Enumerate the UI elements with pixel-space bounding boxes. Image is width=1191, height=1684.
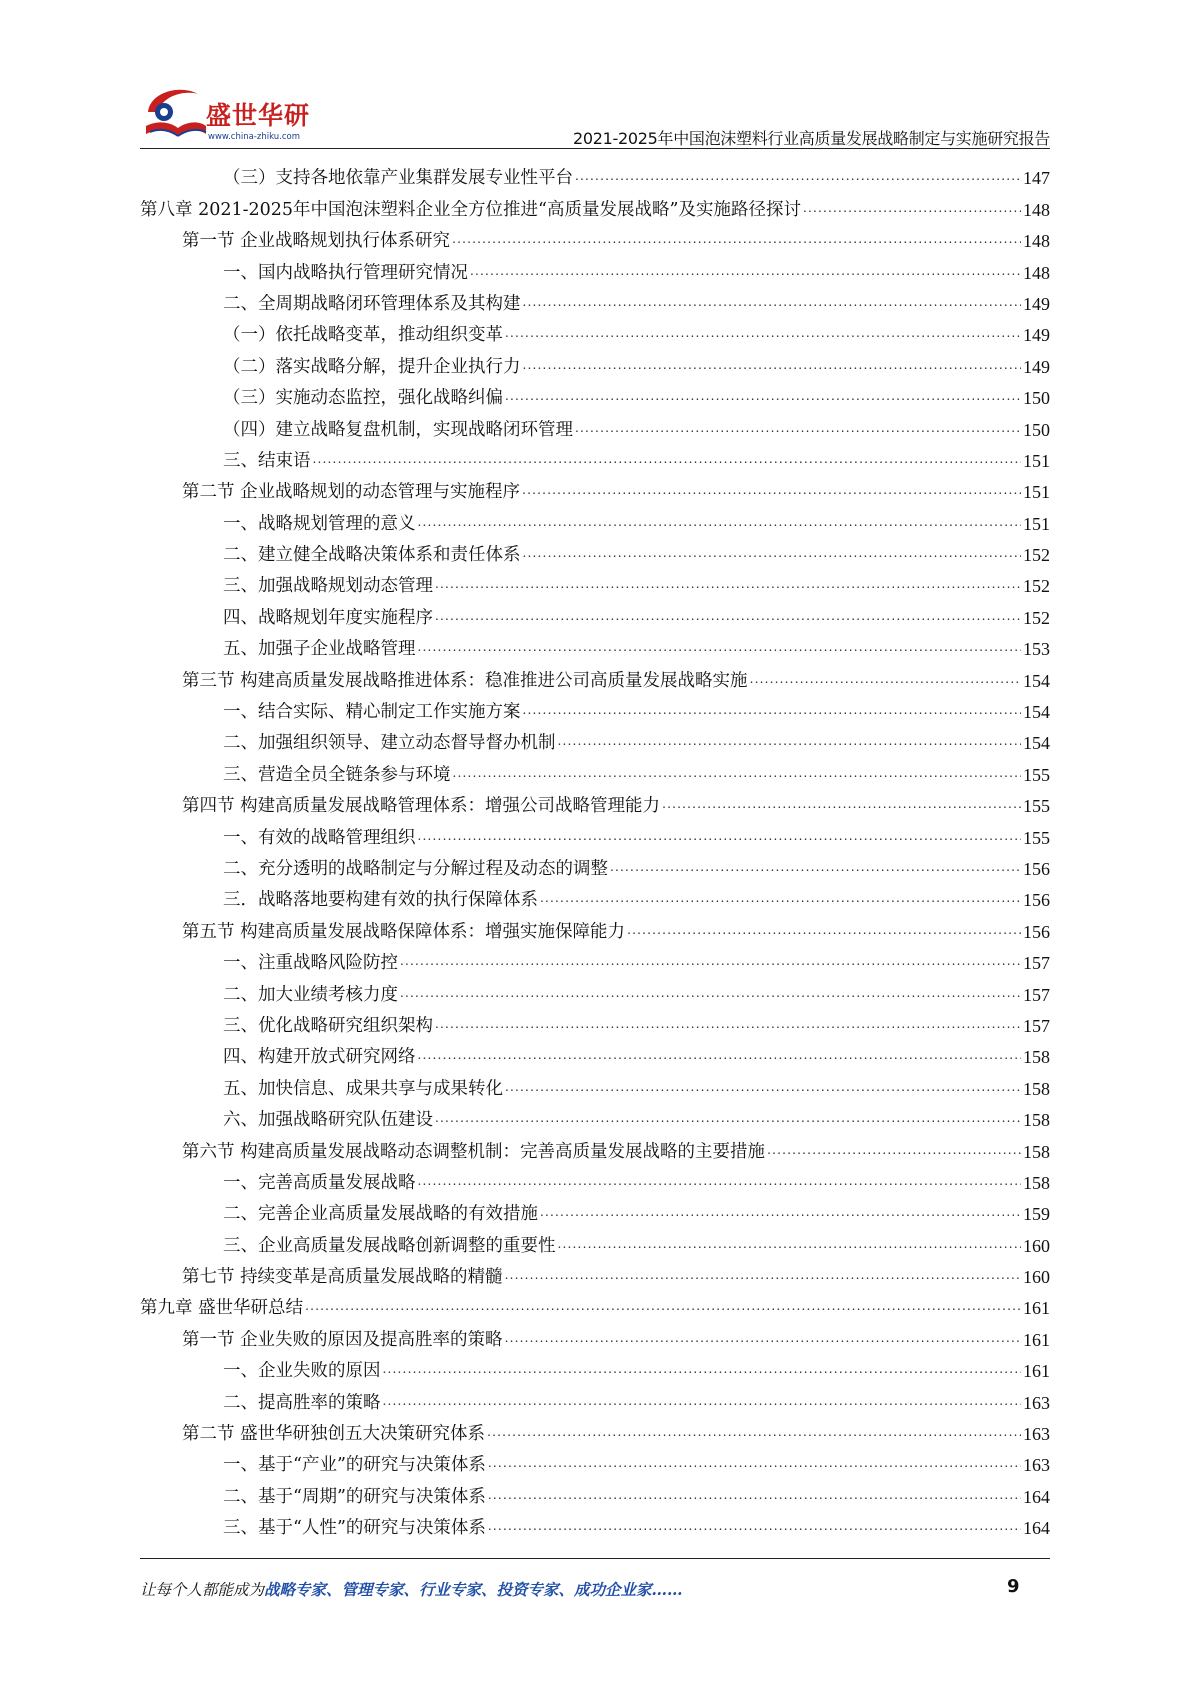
toc-dot-leader [803, 199, 1021, 221]
toc-dot-leader [523, 544, 1022, 566]
toc-entry-title: 第五节 构建高质量发展战略保障体系：增强实施保障能力 [182, 921, 626, 942]
toc-entry[interactable] [140, 1476, 1050, 1507]
logo-name: 盛世华研 [206, 101, 311, 130]
toc-entry-title: 四、构建开放式研究网络 [223, 1047, 416, 1068]
toc-dot-leader [435, 1109, 1021, 1131]
toc-entry[interactable] [140, 441, 1050, 472]
toc-entry[interactable] [140, 974, 1050, 1005]
toc-entry-title: 第九章 盛世华研总结 [140, 1298, 304, 1319]
toc-entry[interactable] [140, 1163, 1050, 1194]
toc-entry[interactable] [140, 346, 1050, 377]
toc-dot-leader [523, 356, 1022, 378]
toc-entry-title: 二、全周期战略闭环管理体系及其构建 [223, 293, 521, 314]
toc-entry-title: 三、加强战略规划动态管理 [223, 576, 433, 597]
toc-dot-leader [505, 1329, 1021, 1351]
toc-entry[interactable] [140, 378, 1050, 409]
toc-entry[interactable] [140, 817, 1050, 848]
toc-entry[interactable] [140, 1225, 1050, 1256]
toc-dot-leader [470, 262, 1021, 284]
toc-entry[interactable] [140, 284, 1050, 315]
toc-entry-title: 二、建立健全战略决策体系和责任体系 [223, 545, 521, 566]
toc-entry-page: 152 [1023, 545, 1050, 566]
toc-entry-title: 第二节 盛世华研独创五大决策研究体系 [182, 1424, 486, 1445]
footer-slogan-prefix: 让每个人都能成为 [140, 1581, 265, 1599]
toc-entry[interactable] [140, 1319, 1050, 1350]
toc-entry-page: 155 [1023, 796, 1050, 817]
toc-dot-leader [558, 732, 1022, 754]
toc-entry-title: 第四节 构建高质量发展战略管理体系：增强公司战略管理能力 [182, 796, 661, 817]
toc-entry-page: 159 [1023, 1204, 1050, 1225]
logo-swoosh-icon [140, 82, 210, 146]
toc-entry[interactable] [140, 252, 1050, 283]
toc-entry-page: 154 [1023, 702, 1050, 723]
toc-entry-page: 163 [1023, 1392, 1050, 1413]
toc-dot-leader [435, 575, 1021, 597]
toc-entry[interactable] [140, 911, 1050, 942]
toc-entry-page: 151 [1023, 513, 1050, 534]
toc-entry[interactable] [140, 221, 1050, 252]
toc-entry[interactable] [140, 1037, 1050, 1068]
toc-entry[interactable] [140, 629, 1050, 660]
toc-entry-title: 五、加强子企业战略管理 [223, 639, 416, 660]
toc-entry-page: 157 [1023, 953, 1050, 974]
toc-dot-leader [558, 1235, 1022, 1257]
toc-entry[interactable] [140, 1351, 1050, 1382]
toc-entry-page: 158 [1023, 1172, 1050, 1193]
toc-dot-leader [575, 419, 1021, 441]
toc-entry-title: 二、完善企业高质量发展战略的有效措施 [223, 1204, 538, 1225]
toc-dot-leader [540, 1203, 1021, 1225]
toc-entry-page: 164 [1023, 1518, 1050, 1539]
toc-entry-page: 148 [1023, 199, 1050, 220]
toc-entry-page: 160 [1023, 1267, 1050, 1288]
toc-entry[interactable] [140, 1382, 1050, 1413]
toc-entry[interactable] [140, 189, 1050, 220]
toc-entry-page: 156 [1023, 921, 1050, 942]
toc-dot-leader [383, 1360, 1022, 1382]
toc-entry-page: 156 [1023, 890, 1050, 911]
toc-dot-leader [452, 230, 1021, 252]
page-header [140, 82, 1050, 152]
toc-dot-leader [435, 1015, 1021, 1037]
toc-dot-leader [523, 293, 1022, 315]
toc-entry[interactable] [140, 1257, 1050, 1288]
toc-dot-leader [487, 1423, 1021, 1445]
toc-entry-title: 三、基于“人性”的研究与决策体系 [223, 1518, 486, 1539]
toc-dot-leader [418, 827, 1022, 849]
toc-entry-title: （三）实施动态监控，强化战略纠偏 [223, 388, 503, 409]
page-number: 9 [1007, 1576, 1020, 1597]
toc-entry[interactable] [140, 754, 1050, 785]
toc-entry-title: 一、战略规划管理的意义 [223, 513, 416, 534]
toc-entry-title: 一、完善高质量发展战略 [223, 1172, 416, 1193]
toc-entry-title: 一、国内战略执行管理研究情况 [223, 262, 468, 283]
toc-dot-leader [505, 387, 1021, 409]
toc-entry[interactable] [140, 409, 1050, 440]
toc-dot-leader [505, 324, 1021, 346]
toc-entry-page: 152 [1023, 576, 1050, 597]
toc-entry-title: 四、战略规划年度实施程序 [223, 607, 433, 628]
toc-entry-page: 154 [1023, 733, 1050, 754]
footer-slogan-highlight: 战略专家、管理专家、行业专家、投资专家、成功企业家…… [264, 1580, 683, 1599]
toc-entry-title: 一、结合实际、精心制定工作实施方案 [223, 702, 521, 723]
toc-entry-page: 158 [1023, 1047, 1050, 1068]
toc-entry[interactable] [140, 158, 1050, 189]
toc-entry-page: 151 [1023, 450, 1050, 471]
toc-entry-title: （一）依托战略变革，推动组织变革 [223, 325, 503, 346]
toc-dot-leader [662, 795, 1021, 817]
toc-entry-title: （三）支持各地依靠产业集群发展专业性平台 [223, 168, 573, 189]
toc-entry-page: 149 [1023, 293, 1050, 314]
toc-entry-title: 三、企业高质量发展战略创新调整的重要性 [223, 1235, 556, 1256]
toc-entry-page: 150 [1023, 419, 1050, 440]
toc-entry[interactable] [140, 535, 1050, 566]
toc-dot-leader [418, 1172, 1022, 1194]
toc-entry-title: 二、加强组织领导、建立动态督导督办机制 [223, 733, 556, 754]
toc-dot-leader [488, 1517, 1021, 1539]
header-divider [140, 148, 1050, 149]
toc-entry-page: 154 [1023, 670, 1050, 691]
toc-entry-page: 147 [1023, 168, 1050, 189]
toc-entry-title: 一、基于“产业”的研究与决策体系 [223, 1455, 486, 1476]
footer-divider [140, 1558, 1050, 1559]
toc-dot-leader [750, 670, 1021, 692]
toc-entry-page: 148 [1023, 262, 1050, 283]
toc-entry[interactable] [140, 723, 1050, 754]
toc-entry-page: 161 [1023, 1298, 1050, 1319]
toc-dot-leader [453, 764, 1022, 786]
toc-entry-title: （二）落实战略分解，提升企业执行力 [223, 356, 521, 377]
toc-entry-page: 161 [1023, 1329, 1050, 1350]
toc-entry[interactable] [140, 692, 1050, 723]
toc-entry[interactable] [140, 849, 1050, 880]
toc-dot-leader [435, 607, 1021, 629]
toc-dot-leader [767, 1141, 1021, 1163]
toc-entry-title: 第一节 企业战略规划执行体系研究 [182, 231, 451, 252]
toc-entry-title: （四）建立战略复盘机制，实现战略闭环管理 [223, 419, 573, 440]
table-of-contents [140, 158, 1050, 1539]
toc-dot-leader [305, 1297, 1021, 1319]
toc-entry-page: 155 [1023, 764, 1050, 785]
toc-dot-leader [313, 450, 1022, 472]
toc-entry-page: 151 [1023, 482, 1050, 503]
toc-entry-page: 153 [1023, 639, 1050, 660]
toc-entry[interactable] [140, 1194, 1050, 1225]
footer-slogan [140, 1578, 683, 1600]
toc-dot-leader [418, 638, 1022, 660]
toc-entry-page: 158 [1023, 1078, 1050, 1099]
toc-entry-page: 155 [1023, 827, 1050, 848]
toc-entry-title: 第一节 企业失败的原因及提高胜率的策略 [182, 1329, 503, 1350]
toc-entry-title: 一、注重战略风险防控 [223, 953, 398, 974]
toc-entry[interactable] [140, 943, 1050, 974]
toc-entry-title: 第六节 构建高质量发展战略动态调整机制：完善高质量发展战略的主要措施 [182, 1141, 766, 1162]
toc-entry[interactable] [140, 880, 1050, 911]
toc-entry[interactable] [140, 1131, 1050, 1162]
toc-entry-title: 二、加大业绩考核力度 [223, 984, 398, 1005]
toc-entry[interactable] [140, 1508, 1050, 1539]
toc-dot-leader [505, 1266, 1021, 1288]
toc-entry-title: 二、基于“周期”的研究与决策体系 [223, 1486, 486, 1507]
toc-entry-page: 157 [1023, 1015, 1050, 1036]
company-logo [140, 82, 320, 146]
toc-entry[interactable] [140, 1100, 1050, 1131]
toc-dot-leader [383, 1392, 1022, 1414]
toc-entry-title: 第七节 持续变革是高质量发展战略的精髓 [182, 1267, 503, 1288]
toc-dot-leader [488, 1454, 1021, 1476]
logo-url: www.china-zhiku.com [208, 132, 300, 142]
toc-entry-title: 一、有效的战略管理组织 [223, 827, 416, 848]
toc-entry-page: 157 [1023, 984, 1050, 1005]
toc-entry[interactable] [140, 1414, 1050, 1445]
toc-entry-title: 六、加强战略研究队伍建设 [223, 1110, 433, 1131]
toc-dot-leader [627, 921, 1021, 943]
toc-dot-leader [418, 1046, 1022, 1068]
toc-entry-page: 164 [1023, 1486, 1050, 1507]
toc-entry-page: 163 [1023, 1424, 1050, 1445]
toc-entry-title: 第三节 构建高质量发展战略推进体系：稳准推进公司高质量发展战略实施 [182, 670, 748, 691]
toc-entry[interactable] [140, 1445, 1050, 1476]
toc-entry[interactable] [140, 1006, 1050, 1037]
toc-entry-page: 160 [1023, 1235, 1050, 1256]
toc-entry-title: 三、结束语 [223, 450, 311, 471]
toc-entry-page: 158 [1023, 1110, 1050, 1131]
toc-entry[interactable] [140, 503, 1050, 534]
toc-entry-page: 149 [1023, 356, 1050, 377]
toc-entry[interactable] [140, 472, 1050, 503]
toc-entry[interactable] [140, 315, 1050, 346]
toc-entry-title: 一、企业失败的原因 [223, 1361, 381, 1382]
toc-dot-leader [575, 167, 1021, 189]
toc-dot-leader [523, 701, 1022, 723]
toc-entry[interactable] [140, 566, 1050, 597]
toc-dot-leader [505, 1078, 1021, 1100]
toc-entry-title: 五、加快信息、成果共享与成果转化 [223, 1078, 503, 1099]
toc-entry-page: 156 [1023, 858, 1050, 879]
toc-entry-page: 158 [1023, 1141, 1050, 1162]
toc-entry-page: 163 [1023, 1455, 1050, 1476]
toc-entry[interactable] [140, 1068, 1050, 1099]
toc-entry-page: 161 [1023, 1361, 1050, 1382]
report-title: 2021-2025年中国泡沫塑料行业高质量发展战略制定与实施研究报告 [572, 129, 1050, 148]
toc-entry-page: 149 [1023, 325, 1050, 346]
toc-dot-leader [400, 984, 1021, 1006]
toc-entry-title: 三、营造全员全链条参与环境 [223, 764, 451, 785]
toc-entry-title: 第八章 2021-2025年中国泡沫塑料企业全方位推进“高质量发展战略”及实施路径探讨 [140, 199, 801, 220]
toc-entry-page: 152 [1023, 607, 1050, 628]
toc-dot-leader [610, 858, 1021, 880]
toc-entry[interactable] [140, 660, 1050, 691]
toc-dot-leader [522, 481, 1021, 503]
toc-dot-leader [540, 889, 1021, 911]
toc-entry-page: 150 [1023, 388, 1050, 409]
toc-entry-title: 三、优化战略研究组织架构 [223, 1015, 433, 1036]
toc-entry-title: 二、提高胜率的策略 [223, 1392, 381, 1413]
toc-entry-title: 二、充分透明的战略制定与分解过程及动态的调整 [223, 858, 608, 879]
toc-dot-leader [400, 952, 1021, 974]
toc-dot-leader [488, 1486, 1021, 1508]
toc-entry[interactable] [140, 1288, 1050, 1319]
toc-entry-title: 三．战略落地要构建有效的执行保障体系 [223, 890, 538, 911]
toc-entry-title: 第二节 企业战略规划的动态管理与实施程序 [182, 482, 521, 503]
toc-entry-page: 148 [1023, 231, 1050, 252]
toc-entry[interactable] [140, 597, 1050, 628]
toc-dot-leader [418, 513, 1022, 535]
toc-entry[interactable] [140, 786, 1050, 817]
